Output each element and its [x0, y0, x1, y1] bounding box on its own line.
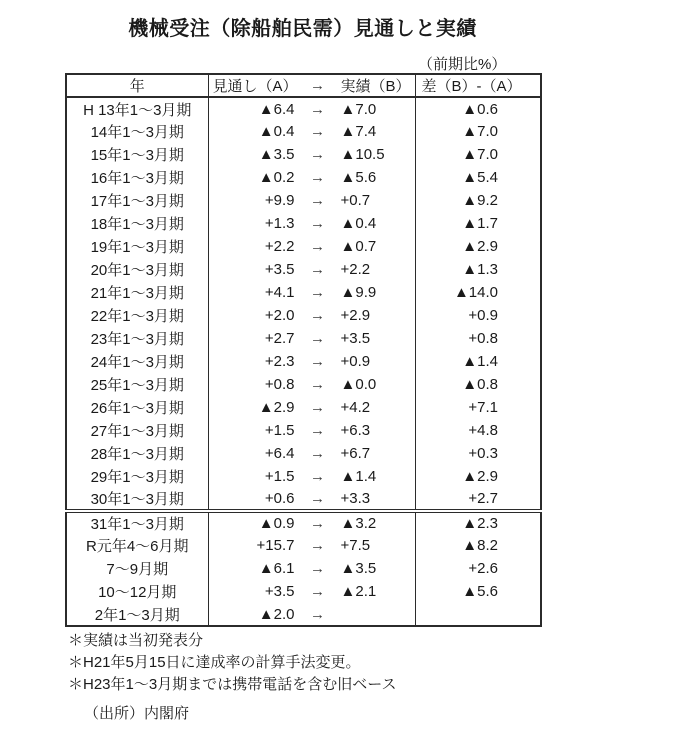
diff-value: +0.3: [415, 442, 541, 465]
arrow-icon: →: [310, 261, 325, 278]
diff-value: ▲1.7: [415, 212, 541, 235]
forecast-value: ▲2.0: [258, 605, 295, 623]
actual-value: ▲9.9: [340, 284, 377, 301]
forecast-value: +2.0: [264, 307, 295, 324]
diff-value: +4.8: [415, 419, 541, 442]
table-row: [66, 281, 541, 304]
diff-value: ▲2.9: [415, 235, 541, 258]
diff-value: +0.9: [415, 304, 541, 327]
forecast-actual-cell: [208, 304, 415, 327]
actual-value: ▲7.0: [340, 100, 377, 118]
forecast-actual-table: [65, 73, 542, 627]
arrow-icon: →: [310, 445, 325, 462]
footnote-line: ＊H23年1～3月期までは携帯電話を含む旧ベース: [68, 676, 397, 693]
unit-note: （前期比%）: [418, 56, 507, 73]
forecast-value: +4.1: [264, 284, 295, 301]
forecast-actual-inner: [209, 215, 415, 232]
diff-value: ▲5.4: [415, 166, 541, 189]
diff-value: ▲0.8: [415, 373, 541, 396]
arrow-icon: →: [310, 515, 325, 532]
header-forecast-label: 見通し（A）: [212, 78, 298, 95]
actual-value: +2.2: [340, 261, 371, 278]
forecast-actual-cell: [208, 557, 415, 580]
diff-value: +7.1: [415, 396, 541, 419]
actual-value: ▲0.4: [340, 215, 377, 232]
year-cell: 24年1～3月期: [90, 354, 184, 371]
actual-value: +6.7: [340, 445, 371, 462]
actual-value: +4.2: [340, 399, 371, 416]
header-forecast-actual-inner: [209, 75, 415, 96]
forecast-value: +2.3: [264, 353, 295, 370]
forecast-actual-cell: [208, 511, 415, 534]
forecast-actual-cell: [208, 235, 415, 258]
year-cell: 18年1～3月期: [90, 216, 184, 233]
arrow-icon: →: [310, 468, 325, 485]
forecast-actual-inner: [209, 284, 415, 301]
diff-value: +0.8: [415, 327, 541, 350]
forecast-actual-cell: [208, 189, 415, 212]
forecast-actual-cell: [208, 465, 415, 488]
diff-value: ▲14.0: [415, 281, 541, 304]
year-cell: 23年1～3月期: [90, 331, 184, 348]
page-title: 機械受注（除船舶民需）見通しと実績: [128, 18, 477, 40]
forecast-actual-cell: [208, 327, 415, 350]
arrow-icon: →: [310, 215, 325, 232]
actual-value: +0.9: [340, 353, 371, 370]
table-row: [66, 212, 541, 235]
forecast-actual-inner: [209, 583, 415, 600]
forecast-value: +0.8: [264, 376, 295, 393]
table-body-recent: [66, 511, 541, 626]
arrow-icon: →: [310, 307, 325, 324]
table-row: [66, 235, 541, 258]
year-cell: 16年1～3月期: [90, 170, 184, 187]
table-body-heisei: [66, 97, 541, 511]
forecast-value: +6.4: [264, 445, 295, 462]
source-note: （出所）内閣府: [84, 705, 190, 722]
actual-value: +2.9: [340, 307, 371, 324]
table-row: [66, 511, 541, 534]
forecast-actual-inner: [209, 490, 415, 507]
forecast-value: +3.5: [264, 583, 295, 600]
arrow-icon: →: [310, 353, 325, 370]
footnote-line: ＊実績は当初発表分: [68, 632, 204, 649]
diff-value: +2.6: [415, 557, 541, 580]
year-cell: 28年1～3月期: [90, 446, 184, 463]
actual-value: +0.7: [340, 192, 371, 209]
table-row: [66, 557, 541, 580]
diff-value: [415, 603, 541, 626]
diff-value: ▲7.0: [415, 143, 541, 166]
year-cell: 14年1～3月期: [90, 124, 184, 141]
table-row: [66, 258, 541, 281]
forecast-actual-inner: [209, 537, 415, 554]
arrow-icon: →: [310, 490, 325, 507]
arrow-icon: →: [310, 583, 325, 600]
diff-value: ▲5.6: [415, 580, 541, 603]
footnotes: [68, 630, 396, 696]
year-cell: 17年1～3月期: [90, 193, 184, 210]
table-row: [66, 603, 541, 626]
forecast-actual-inner: [209, 376, 415, 393]
table-row: [66, 534, 541, 557]
footnote-line: ＊H21年5月15日に達成率の計算手法変更。: [68, 654, 361, 671]
diff-value: ▲1.4: [415, 350, 541, 373]
forecast-actual-inner: [209, 146, 415, 163]
year-cell: H 13年1～3月期: [83, 101, 192, 119]
header-actual-label: 実績（B）: [340, 78, 411, 95]
arrow-icon: →: [310, 284, 325, 301]
forecast-actual-inner: [209, 445, 415, 462]
forecast-value: +2.7: [264, 330, 295, 347]
forecast-actual-inner: [209, 261, 415, 278]
year-cell: 30年1～3月期: [90, 491, 184, 508]
forecast-actual-cell: [208, 143, 415, 166]
year-cell: 10～12月期: [98, 584, 177, 601]
header-diff: 差（B）-（A）: [415, 74, 541, 97]
actual-value: ▲3.2: [340, 515, 377, 532]
forecast-actual-inner: [209, 192, 415, 209]
year-cell: 19年1～3月期: [90, 239, 184, 256]
forecast-actual-cell: [208, 281, 415, 304]
table-row: [66, 396, 541, 419]
forecast-actual-cell: [208, 580, 415, 603]
year-cell: 22年1～3月期: [90, 308, 184, 325]
table-row: [66, 304, 541, 327]
forecast-actual-cell: [208, 373, 415, 396]
table-row: [66, 97, 541, 120]
forecast-value: +0.6: [264, 490, 295, 507]
table-row: [66, 189, 541, 212]
forecast-actual-cell: [208, 97, 415, 120]
arrow-icon: →: [310, 537, 325, 554]
forecast-actual-inner: [209, 560, 415, 577]
arrow-icon: →: [310, 560, 325, 577]
diff-value: ▲9.2: [415, 189, 541, 212]
header-row: [66, 74, 541, 97]
year-cell: 15年1～3月期: [90, 147, 184, 164]
actual-value: ▲3.5: [340, 560, 377, 577]
forecast-actual-inner: [209, 169, 415, 186]
forecast-value: +15.7: [256, 537, 295, 554]
arrow-icon: →: [310, 376, 325, 393]
arrow-icon: →: [310, 422, 325, 439]
year-cell: 21年1～3月期: [90, 285, 184, 302]
forecast-actual-cell: [208, 166, 415, 189]
table-row: [66, 350, 541, 373]
arrow-icon: →: [310, 330, 325, 347]
year-cell: 31年1～3月期: [66, 511, 208, 534]
forecast-actual-cell: [208, 442, 415, 465]
forecast-value: ▲0.9: [258, 515, 295, 532]
table-row: [66, 419, 541, 442]
header-year: 年: [66, 74, 208, 97]
arrow-icon: →: [310, 238, 325, 255]
table-row: [66, 580, 541, 603]
actual-value: ▲0.7: [340, 238, 377, 255]
actual-value: ▲0.0: [340, 376, 377, 393]
actual-value: +3.3: [340, 490, 371, 507]
table-row: [66, 442, 541, 465]
forecast-value: +1.5: [264, 422, 295, 439]
year-cell: 20年1～3月期: [90, 262, 184, 279]
year-cell: 7～9月期: [106, 561, 169, 578]
forecast-actual-inner: [209, 515, 415, 532]
forecast-actual-inner: [209, 606, 415, 623]
arrow-icon: →: [310, 123, 325, 140]
forecast-value: ▲6.4: [258, 100, 295, 118]
forecast-value: ▲0.4: [258, 123, 295, 140]
actual-value: ▲5.6: [340, 169, 377, 186]
forecast-actual-cell: [208, 534, 415, 557]
diff-value: ▲2.9: [415, 465, 541, 488]
forecast-value: +3.5: [264, 261, 295, 278]
forecast-actual-cell: [208, 120, 415, 143]
year-cell: 27年1～3月期: [90, 423, 184, 440]
diff-value: ▲7.0: [415, 120, 541, 143]
header-forecast-actual: [208, 74, 415, 97]
forecast-actual-inner: [209, 399, 415, 416]
forecast-value: +2.2: [264, 238, 295, 255]
actual-value: +3.5: [340, 330, 371, 347]
arrow-icon: →: [310, 192, 325, 209]
arrow-icon: →: [310, 605, 325, 623]
diff-value: ▲8.2: [415, 534, 541, 557]
forecast-actual-cell: [208, 350, 415, 373]
diff-value: ▲2.3: [415, 511, 541, 534]
forecast-actual-cell: [208, 212, 415, 235]
diff-value: ▲1.3: [415, 258, 541, 281]
forecast-actual-cell: [208, 603, 415, 626]
table-row: [66, 465, 541, 488]
table-row: [66, 373, 541, 396]
forecast-actual-cell: [208, 396, 415, 419]
actual-value: ▲2.1: [340, 583, 377, 600]
forecast-actual-inner: [209, 307, 415, 324]
forecast-actual-inner: [209, 353, 415, 370]
forecast-value: ▲6.1: [258, 560, 295, 577]
actual-value: ▲7.4: [340, 123, 377, 140]
table-row: [66, 488, 541, 511]
actual-value: +6.3: [340, 422, 371, 439]
year-cell: R元年4～6月期: [85, 538, 189, 555]
forecast-value: ▲3.5: [258, 146, 295, 163]
diff-value: ▲0.6: [415, 97, 541, 120]
year-cell: 29年1～3月期: [90, 469, 184, 486]
forecast-value: +9.9: [264, 192, 295, 209]
arrow-icon: →: [310, 169, 325, 186]
forecast-value: +1.3: [264, 215, 295, 232]
table-row: [66, 120, 541, 143]
year-cell: 25年1～3月期: [90, 377, 184, 394]
actual-value: +7.5: [340, 537, 371, 554]
forecast-value: +1.5: [264, 468, 295, 485]
table-row: [66, 143, 541, 166]
arrow-icon: →: [310, 77, 325, 94]
forecast-actual-cell: [208, 488, 415, 511]
diff-value: +2.7: [415, 488, 541, 511]
arrow-icon: →: [310, 146, 325, 163]
arrow-icon: →: [310, 100, 325, 118]
forecast-actual-inner: [209, 123, 415, 140]
forecast-actual-inner: [209, 238, 415, 255]
forecast-actual-cell: [208, 419, 415, 442]
forecast-actual-inner: [209, 422, 415, 439]
forecast-actual-inner: [209, 468, 415, 485]
forecast-value: ▲0.2: [258, 169, 295, 186]
year-cell: 26年1～3月期: [90, 400, 184, 417]
forecast-value: ▲2.9: [258, 399, 295, 416]
actual-value: ▲1.4: [340, 468, 377, 485]
arrow-icon: →: [310, 399, 325, 416]
table-row: [66, 327, 541, 350]
forecast-actual-inner: [209, 330, 415, 347]
year-cell: 2年1～3月期: [94, 606, 180, 624]
forecast-actual-cell: [208, 258, 415, 281]
forecast-actual-inner: [209, 101, 415, 118]
actual-value: ▲10.5: [340, 146, 385, 163]
table-row: [66, 166, 541, 189]
